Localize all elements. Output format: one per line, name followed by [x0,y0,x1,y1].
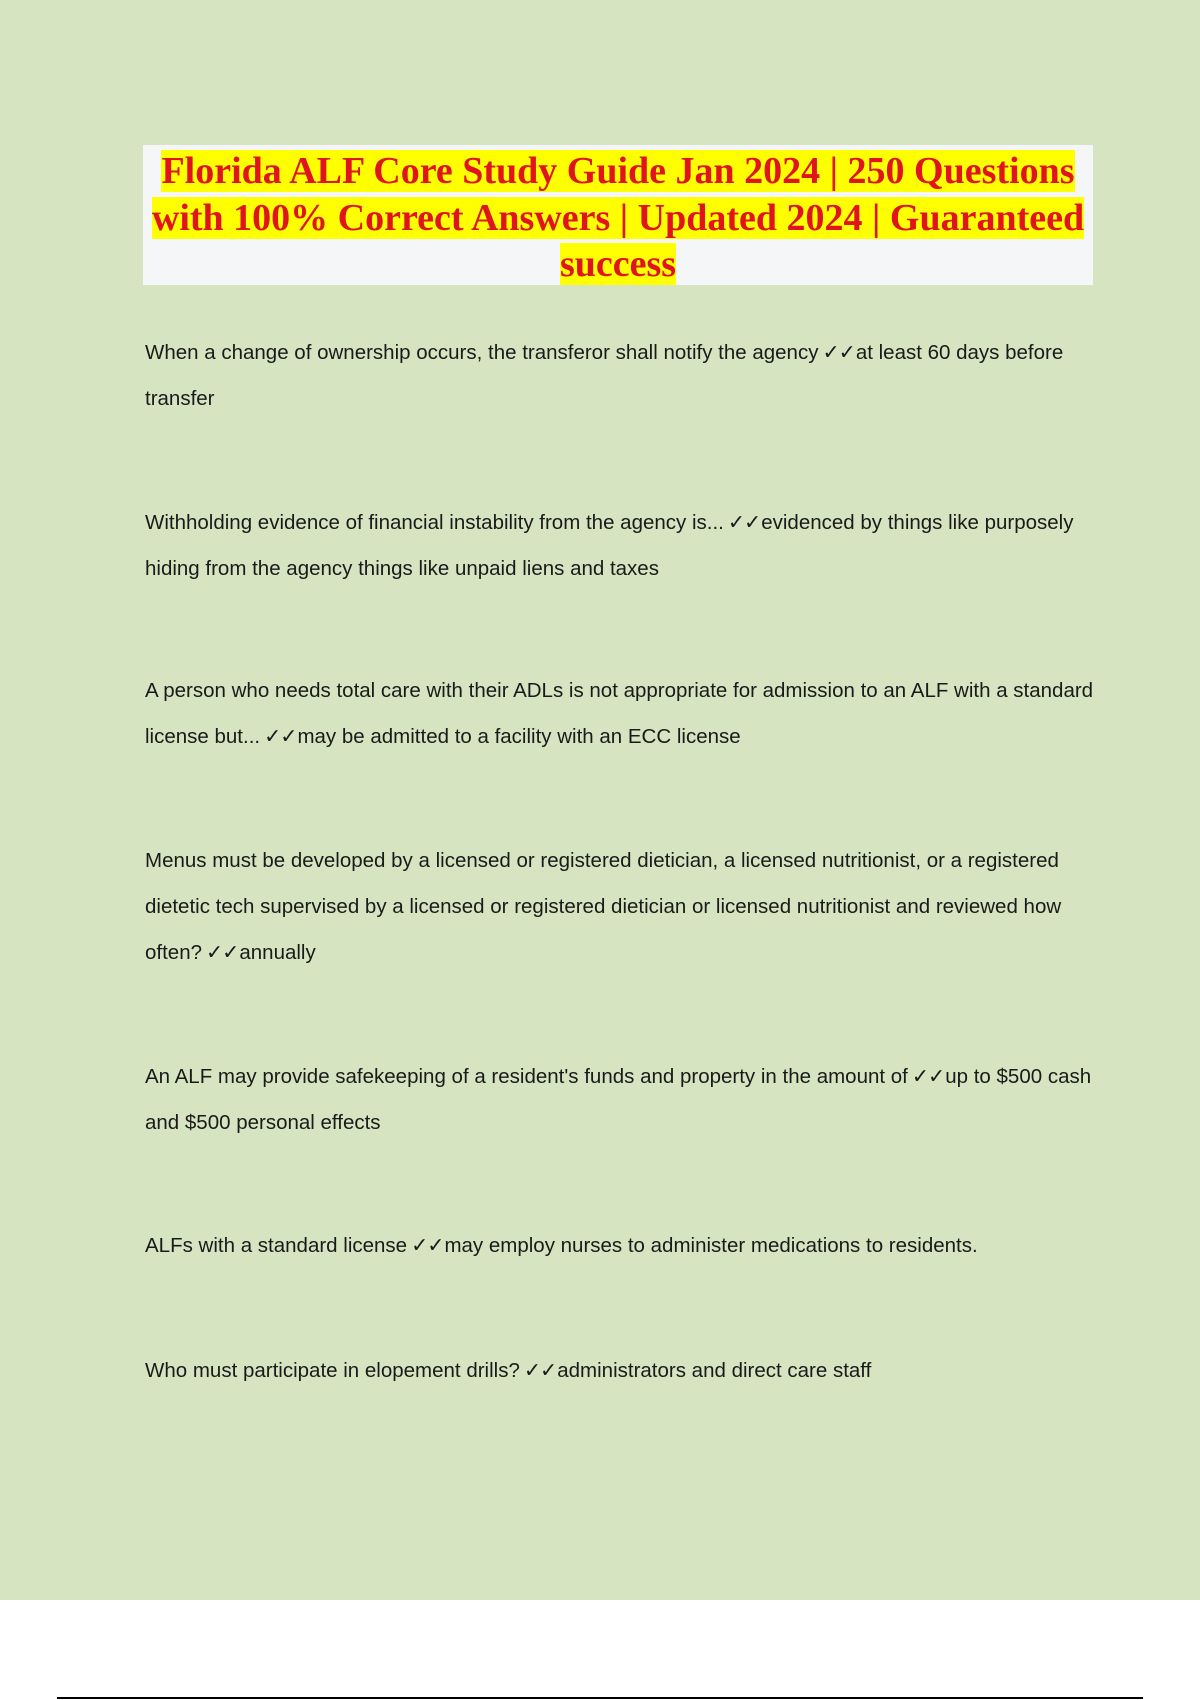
question-text: Menus must be developed by a licensed or registered dietician, a licensed nutritionist, or a registered dietetic tech supervised by a licensed or registered dietician or licensed nutritionist and reviewed how often? [145,849,1062,964]
page-title: Florida ALF Core Study Guide Jan 2024 | 250 Questions with 100% Correct Answers | Updated 2024 | Guaranteed success [151,150,1085,285]
double-check-icon: ✓✓ [264,725,297,748]
answer-text: at least 60 days before transfer [145,341,1064,410]
qa-item [145,330,1095,422]
question-text: Withholding evidence of financial instability from the agency is... [145,511,724,534]
title-box [143,145,1093,285]
answer-text: may be admitted to a facility with an ECC license [297,725,741,748]
double-check-icon: ✓✓ [206,941,239,964]
qa-item [145,838,1095,976]
question-text: A person who needs total care with their ADLs is not appropriate for admission to an ALF with a standard license but... [145,679,1094,748]
answer-text: up to $500 cash and $500 personal effects [145,1065,1092,1134]
qa-item [145,1054,1095,1146]
qa-item [145,1223,1095,1269]
question-text: ALFs with a standard license [145,1234,408,1257]
question-text: When a change of ownership occurs, the transferor shall notify the agency [145,341,819,364]
answer-text: may employ nurses to administer medications to residents. [444,1234,978,1257]
double-check-icon: ✓✓ [727,511,761,534]
answer-text: administrators and direct care staff [557,1359,872,1382]
double-check-icon: ✓✓ [822,341,855,364]
qa-item [145,500,1095,592]
double-check-icon: ✓✓ [411,1234,444,1257]
qa-item [145,668,1095,760]
question-text: An ALF may provide safekeeping of a resident's funds and property in the amount of [145,1065,908,1088]
double-check-icon: ✓✓ [911,1065,945,1088]
question-text: Who must participate in elopement drills? [145,1359,520,1382]
double-check-icon: ✓✓ [523,1359,557,1382]
qa-item [145,1348,1095,1394]
answer-text: annually [239,941,316,964]
answer-text: evidenced by things like purposely hiding from the agency things like unpaid liens and taxes [145,511,1074,580]
footer-divider [57,1697,1143,1699]
